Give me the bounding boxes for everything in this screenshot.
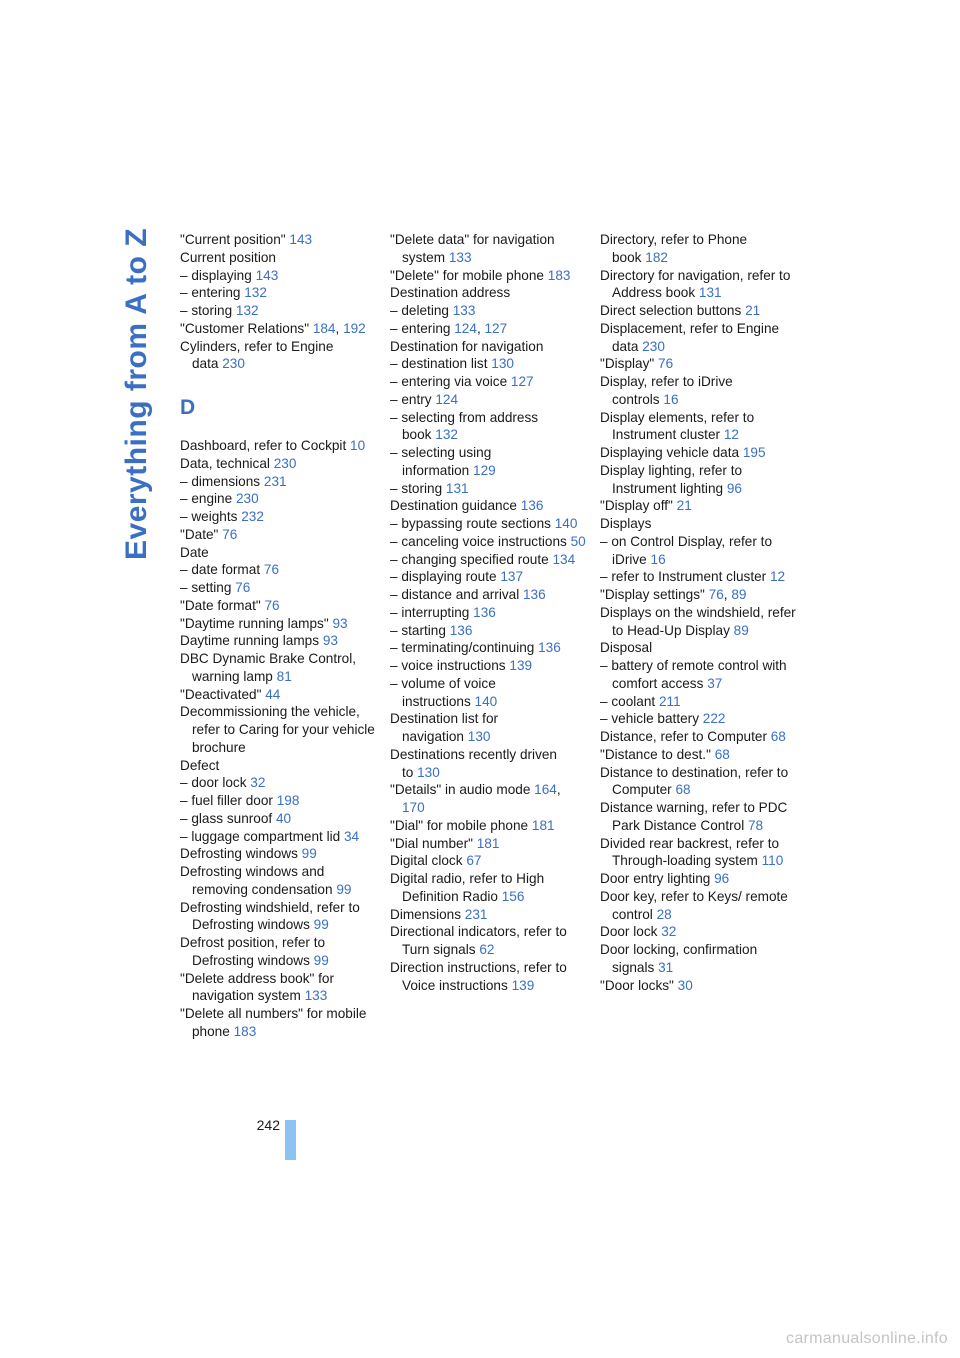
index-entry (390, 231, 586, 267)
page-reference-link[interactable]: 230 (273, 455, 297, 471)
page-reference-link[interactable]: 136 (449, 622, 473, 638)
index-entry (600, 728, 796, 746)
page-reference-link[interactable]: 99 (336, 881, 352, 897)
page-reference-link[interactable]: 93 (322, 633, 338, 649)
index-entry-text: – battery of remote control with comfort access (600, 658, 787, 691)
page-reference-link[interactable]: 81 (276, 668, 292, 684)
page-reference-link[interactable]: 133 (448, 249, 472, 265)
index-entry-text: "Details" in audio mode (390, 782, 531, 798)
index-entry (600, 710, 796, 728)
index-entry-text: "Door locks" (600, 977, 674, 993)
index-entry-text: "Current position" (180, 232, 286, 247)
page-reference-link[interactable]: 62 (479, 942, 495, 957)
page-reference-link[interactable]: 131 (698, 285, 722, 301)
index-entry-text: – coolant (600, 693, 656, 709)
index-entry (600, 941, 796, 977)
index-entry-text: "Delete" for mobile phone (390, 267, 544, 283)
index-entry-text: "Display off" (600, 498, 673, 514)
index-entry-text: – weights (180, 509, 238, 524)
index-entry (390, 409, 586, 445)
index-entry-text: – storing (180, 303, 233, 318)
page-reference-link[interactable]: 28 (656, 906, 672, 922)
page-reference-link[interactable]: 78 (748, 817, 764, 833)
page-reference-link[interactable]: 230 (222, 356, 245, 372)
index-entry (390, 373, 586, 391)
index-entry (600, 444, 796, 462)
index-entry-text: – on Control Display, refer to iDrive (600, 533, 773, 567)
index-entry (180, 473, 376, 491)
page-reference-link[interactable]: 231 (464, 906, 488, 922)
page-reference-link[interactable]: 89 (731, 587, 747, 602)
index-entry (390, 852, 586, 870)
page-reference-link[interactable]: 164 (534, 782, 557, 798)
page-reference-link[interactable]: 99 (313, 917, 329, 933)
index-entry-text: Current position (180, 249, 276, 265)
page-reference-link[interactable]: 183 (233, 1023, 257, 1039)
index-entry (600, 977, 796, 995)
index-entry (180, 284, 376, 302)
index-entry (600, 888, 796, 924)
index-entry-text: "Dial" for mobile phone (390, 817, 529, 833)
index-entry-text: – interrupting (390, 604, 470, 620)
index-entry (180, 632, 376, 650)
index-entry (390, 675, 586, 711)
index-entry-text: "Delete address book" for navigation system (180, 970, 334, 1004)
index-entry-text: Distance, refer to Computer (600, 729, 767, 744)
page-reference-link[interactable]: 139 (511, 977, 535, 993)
index-entry-text: – fuel filler door (180, 793, 273, 808)
index-entry (180, 490, 376, 508)
index-entry (390, 959, 586, 995)
index-entry-text: Defrosting windshield, refer to Defrosting windows (180, 899, 360, 933)
index-entry-text: – starting (390, 622, 446, 638)
index-entry (390, 533, 586, 551)
page-reference-link[interactable]: 133 (304, 988, 328, 1004)
index-entry-text: "Distance to dest." (600, 746, 711, 762)
index-entry-text: – canceling voice instructions (390, 533, 567, 549)
index-entry (180, 899, 376, 935)
index-entry (390, 355, 586, 373)
index-entry (180, 828, 376, 846)
section-letter-heading: D (180, 396, 196, 419)
index-entry-text: – voice instructions (390, 658, 506, 673)
index-entry-text: – distance and arrival (390, 587, 520, 602)
page-reference-link[interactable]: 76 (263, 562, 280, 578)
index-entry (390, 551, 586, 569)
index-entry (390, 639, 586, 657)
index-entry-text: – selecting using information (390, 445, 492, 478)
page-reference-link[interactable]: 76 (235, 580, 251, 595)
index-entry-text: Data, technical (180, 455, 270, 471)
page-reference-link[interactable]: 68 (714, 746, 730, 762)
index-entry (180, 508, 376, 526)
index-entry-text: Distance warning, refer to PDC Park Distance Control (600, 800, 788, 833)
page-reference-link[interactable]: 76 (264, 597, 280, 613)
index-entry-text: "Daytime running lamps" (180, 615, 329, 631)
index-entry (600, 497, 796, 515)
page-reference-link[interactable]: 68 (675, 782, 691, 798)
page-reference-link[interactable]: 156 (501, 888, 525, 904)
index-entry (600, 462, 796, 498)
side-section-title: Everything from A to Z (120, 227, 153, 560)
page-reference-link[interactable]: 12 (770, 569, 786, 585)
page-reference-link[interactable]: 21 (745, 303, 761, 318)
index-entry (390, 710, 586, 746)
index-entry-text: – dimensions (180, 473, 261, 489)
index-entry (390, 267, 586, 285)
page-reference-link[interactable]: 132 (244, 285, 267, 301)
page-reference-link[interactable]: 131 (445, 480, 469, 496)
index-entry-text: "Date" (180, 526, 219, 542)
index-entry (180, 597, 376, 615)
index-entry (180, 437, 376, 455)
index-entry-text: "Deactivated" (180, 686, 262, 702)
index-entry-text: Directory for navigation, refer to Address book (600, 267, 791, 301)
page-number: 242 (256, 1117, 280, 1133)
index-entry-text: – engine (180, 491, 233, 507)
index-entry-text: – refer to Instrument cluster (600, 569, 767, 585)
index-entry-text: – destination list (390, 356, 488, 372)
page-reference-link[interactable]: 124 (435, 391, 459, 407)
index-entry (180, 561, 376, 579)
page-reference-link[interactable]: 50 (570, 533, 586, 549)
page-reference-link[interactable]: 181 (476, 835, 500, 851)
page-reference-link[interactable]: 211 (658, 693, 681, 709)
index-entry (180, 863, 376, 899)
page-reference-link[interactable]: 130 (491, 356, 514, 372)
index-entry (600, 693, 796, 711)
page-reference-link[interactable]: 32 (661, 924, 677, 940)
page-reference-link[interactable]: 16 (663, 391, 679, 407)
index-entry-text: "Display" (600, 356, 655, 372)
index-entry-text: "Customer Relations" (180, 320, 310, 336)
index-entry (390, 906, 586, 924)
index-entry (600, 746, 796, 764)
index-entry: – entering 124, 127 (390, 320, 508, 336)
index-entry (180, 792, 376, 810)
page-reference-link[interactable]: 99 (313, 952, 329, 968)
index-entry-text: Date (180, 544, 209, 560)
index-entry (600, 267, 796, 303)
page-number-bar (285, 1120, 296, 1160)
index-entry-text: – bypassing route sections (390, 516, 551, 531)
page-reference-link[interactable]: 133 (452, 303, 476, 318)
index-entry (600, 302, 796, 320)
index-entry (180, 249, 376, 267)
page-reference-link[interactable]: 68 (770, 729, 786, 744)
index-entry (180, 455, 376, 473)
index-entry-text: Door entry lighting (600, 871, 711, 886)
index-entry-text: "Delete all numbers" for mobile phone (180, 1006, 367, 1039)
index-entry-text: Destination guidance (390, 498, 517, 514)
index-entry-text: Daytime running lamps (180, 633, 320, 649)
page-reference-link[interactable]: 140 (554, 516, 578, 531)
index-entry (180, 615, 376, 633)
index-entry-text: Digital radio, refer to High Definition Radio (390, 871, 545, 904)
index-entry (180, 970, 376, 1006)
index-entry-text: "Delete data" for navigation system (390, 232, 555, 265)
index-entry-text: – storing (390, 480, 443, 496)
page-reference-link[interactable]: 124 (454, 320, 477, 336)
index-entry: "Display settings" 76, 89 (600, 587, 747, 602)
index-entry-text: – entering (390, 320, 451, 336)
index-entry (390, 515, 586, 533)
index-entry-text: Defrosting windows (180, 846, 298, 862)
index-entry-text: – door lock (180, 775, 247, 791)
index-entry (180, 810, 376, 828)
index-entry (180, 774, 376, 792)
page-reference-link[interactable]: 137 (500, 569, 524, 585)
page-reference-link[interactable]: 96 (714, 871, 730, 886)
page-reference-link[interactable]: 181 (531, 817, 555, 833)
page-reference-link[interactable]: 76 (708, 587, 724, 602)
index-entry (600, 373, 796, 409)
index-entry-text: Directory, refer to Phone book (600, 232, 748, 265)
index-entry-text: Destinations recently driven to (390, 746, 557, 780)
page-reference-link[interactable]: 130 (417, 764, 440, 780)
page-reference-link[interactable]: 140 (474, 693, 498, 709)
index-entry-text: – entry (390, 391, 432, 407)
page-reference-link[interactable]: 195 (742, 445, 766, 460)
index-entry (600, 835, 796, 871)
index-entry-text: Distance to destination, refer to Computer (600, 764, 789, 798)
index-entry-text: – displaying route (390, 569, 497, 585)
page-reference-link[interactable]: 134 (552, 551, 576, 567)
index-entry-text: DBC Dynamic Brake Control, warning lamp (180, 651, 357, 684)
index-entry (600, 409, 796, 445)
index-entry (180, 757, 376, 775)
index-entry-text: – changing specified route (390, 551, 549, 567)
index-entry-text: Defrosting windows and removing condensation (180, 864, 333, 897)
index-entry-text: Direction instructions, refer to Voice instructions (390, 959, 567, 993)
index-entry (390, 391, 586, 409)
index-entry: "Customer Relations" 184, 192 (180, 320, 366, 336)
index-entry (390, 568, 586, 586)
index-entry (390, 746, 586, 782)
index-entry-text: Door key, refer to Keys/ remote control (600, 888, 788, 922)
index-entry (600, 657, 796, 693)
index-entry-text: Dimensions (390, 906, 462, 922)
index-entry-text: Displays on the windshield, refer to Head-Up Display (600, 604, 796, 638)
index-entry-text: – deleting (390, 303, 449, 318)
index-entry-text: "Dial number" (390, 835, 473, 851)
index-column-3 (600, 231, 796, 994)
index-entry-text: Cylinders, refer to Engine data (180, 338, 334, 372)
page-reference-link[interactable]: 96 (726, 480, 742, 496)
index-entry (390, 817, 586, 835)
index-entry (600, 568, 796, 586)
index-entry (600, 870, 796, 888)
index-entry-text: – terminating/continuing (390, 640, 535, 656)
index-entry-text: – luggage compartment lid (180, 828, 341, 844)
index-entry-text: Dashboard, refer to Cockpit (180, 438, 347, 453)
index-entry-text: Decommissioning the vehicle, refer to Caring for your vehicle brochure (180, 704, 375, 755)
index-entry-text: Destination for navigation (390, 338, 544, 354)
page-reference-link[interactable]: 230 (235, 491, 259, 507)
page-reference-link[interactable]: 10 (350, 438, 366, 453)
page-reference-link[interactable]: 222 (702, 711, 726, 727)
index-column-1 (180, 231, 376, 1041)
page-reference-link[interactable]: 136 (523, 587, 546, 602)
page-reference-link[interactable]: 12 (723, 427, 739, 443)
page-reference-link[interactable]: 170 (402, 800, 425, 815)
index-entry (390, 497, 586, 515)
index-entry (390, 586, 586, 604)
page-reference-link[interactable]: 130 (467, 729, 491, 744)
index-entry-text: Digital clock (390, 853, 463, 869)
page-reference-link[interactable]: 37 (707, 675, 723, 691)
index-entry-text: – selecting from address book (390, 409, 539, 443)
index-entry (390, 302, 586, 320)
index-entry (180, 544, 376, 562)
index-entry (180, 267, 376, 285)
index-entry (390, 870, 586, 906)
page-reference-link[interactable]: 139 (509, 658, 533, 673)
page-reference-link[interactable]: 184 (312, 320, 336, 336)
page-reference-link[interactable]: 230 (642, 338, 665, 354)
page-reference-link[interactable]: 182 (645, 249, 668, 265)
index-entry (600, 604, 796, 640)
page-reference-link[interactable]: 32 (250, 775, 266, 791)
index-entry (390, 622, 586, 640)
index-entry (180, 650, 376, 686)
index-entry-text: Door lock (600, 924, 658, 940)
index-entry-text: – setting (180, 580, 232, 595)
page-reference-link[interactable]: 192 (343, 320, 366, 336)
index-entry (180, 686, 376, 704)
index-entry (600, 320, 796, 356)
index-entry (180, 231, 376, 249)
index-entry (600, 515, 796, 533)
index-entry (390, 923, 586, 959)
index-entry-text: Display, refer to iDrive controls (600, 374, 733, 407)
index-entry-text: Display elements, refer to Instrument cluster (600, 409, 755, 443)
index-entry-text: – glass sunroof (180, 810, 273, 826)
index-entry (600, 639, 796, 657)
index-entry: "Details" in audio mode 164, 170 (390, 782, 561, 815)
index-entry (600, 533, 796, 569)
index-entry (180, 845, 376, 863)
index-entry-text: – date format (180, 562, 261, 578)
index-entry (600, 923, 796, 941)
index-entry-text: Divided rear backrest, refer to Through-loading system (600, 835, 780, 869)
index-entry (180, 526, 376, 544)
index-entry (180, 579, 376, 597)
page-reference-link[interactable]: 143 (255, 267, 279, 283)
index-entry-text: – vehicle battery (600, 711, 699, 727)
index-entry-text: Defect (180, 757, 220, 773)
page-reference-link[interactable]: 44 (265, 686, 281, 702)
index-entry-text: – displaying (180, 267, 252, 283)
index-entry-text: Displays (600, 516, 652, 531)
index-entry-text: Displaying vehicle data (600, 445, 740, 460)
page-reference-link[interactable]: 143 (289, 232, 313, 247)
index-entry (390, 480, 586, 498)
page-reference-link[interactable]: 183 (547, 267, 571, 283)
page-reference-link[interactable]: 136 (473, 604, 496, 620)
index-entry (390, 284, 586, 302)
page-reference-link[interactable]: 21 (676, 498, 692, 514)
index-entry (600, 231, 796, 267)
page-reference-link[interactable]: 132 (235, 303, 259, 318)
index-entry-text: Door locking, confirmation signals (600, 942, 758, 975)
index-entry-text: Displacement, refer to Engine data (600, 320, 780, 354)
page-reference-link[interactable]: 99 (301, 846, 317, 862)
index-entry (180, 1005, 376, 1041)
index-entry-text: Directional indicators, refer to Turn signals (390, 924, 567, 957)
page-reference-link[interactable]: 16 (650, 551, 666, 567)
index-entry-text: Display lighting, refer to Instrument lighting (600, 462, 743, 496)
page-reference-link[interactable]: 30 (677, 977, 693, 993)
index-entry (600, 355, 796, 373)
page-reference-link[interactable]: 76 (222, 526, 238, 542)
index-entry-text: – entering (180, 285, 241, 301)
page-reference-link[interactable]: 198 (276, 793, 300, 808)
index-entry-text: – entering via voice (390, 374, 508, 389)
index-entry-text: "Date format" (180, 597, 261, 613)
page-reference-link[interactable]: 127 (484, 320, 508, 336)
page-reference-link[interactable]: 110 (761, 853, 784, 869)
page-reference-link[interactable]: 232 (241, 509, 264, 524)
page-reference-link[interactable]: 31 (658, 959, 674, 975)
index-entry-text: Destination address (390, 285, 511, 301)
index-entry-text: Direct selection buttons (600, 303, 742, 318)
index-entry-text: "Display settings" (600, 587, 705, 602)
index-entry (390, 835, 586, 853)
index-entry (390, 444, 586, 480)
index-entry (600, 799, 796, 835)
page-reference-link[interactable]: 93 (332, 615, 348, 631)
page-reference-link[interactable]: 76 (658, 356, 674, 372)
index-entry (180, 338, 376, 374)
index-entry-text: Defrost position, refer to Defrosting windows (180, 935, 326, 968)
index-entry (180, 703, 376, 756)
index-entry (390, 604, 586, 622)
page-reference-link[interactable]: 231 (263, 473, 287, 489)
page-reference-link[interactable]: 136 (520, 498, 544, 514)
page-reference-link[interactable]: 34 (343, 828, 360, 844)
page-reference-link[interactable]: 136 (538, 640, 561, 656)
watermark: carmanualsonline.info (786, 1330, 948, 1347)
index-entry-text: – volume of voice instructions (390, 675, 496, 709)
index-entry (180, 934, 376, 970)
page-reference-link[interactable]: 129 (473, 462, 496, 478)
page-reference-link[interactable]: 40 (275, 810, 292, 826)
index-entry-text: Destination list for navigation (390, 711, 499, 744)
index-entry (600, 764, 796, 800)
index-entry (180, 302, 376, 320)
page-reference-link[interactable]: 132 (435, 427, 458, 443)
page-reference-link[interactable]: 127 (510, 374, 534, 389)
index-entry (390, 338, 586, 356)
page-reference-link[interactable]: 89 (733, 622, 749, 638)
index-entry (390, 657, 586, 675)
page-reference-link[interactable]: 67 (466, 853, 482, 869)
index-entry-text: Disposal (600, 640, 653, 656)
index-column-2 (390, 231, 586, 994)
